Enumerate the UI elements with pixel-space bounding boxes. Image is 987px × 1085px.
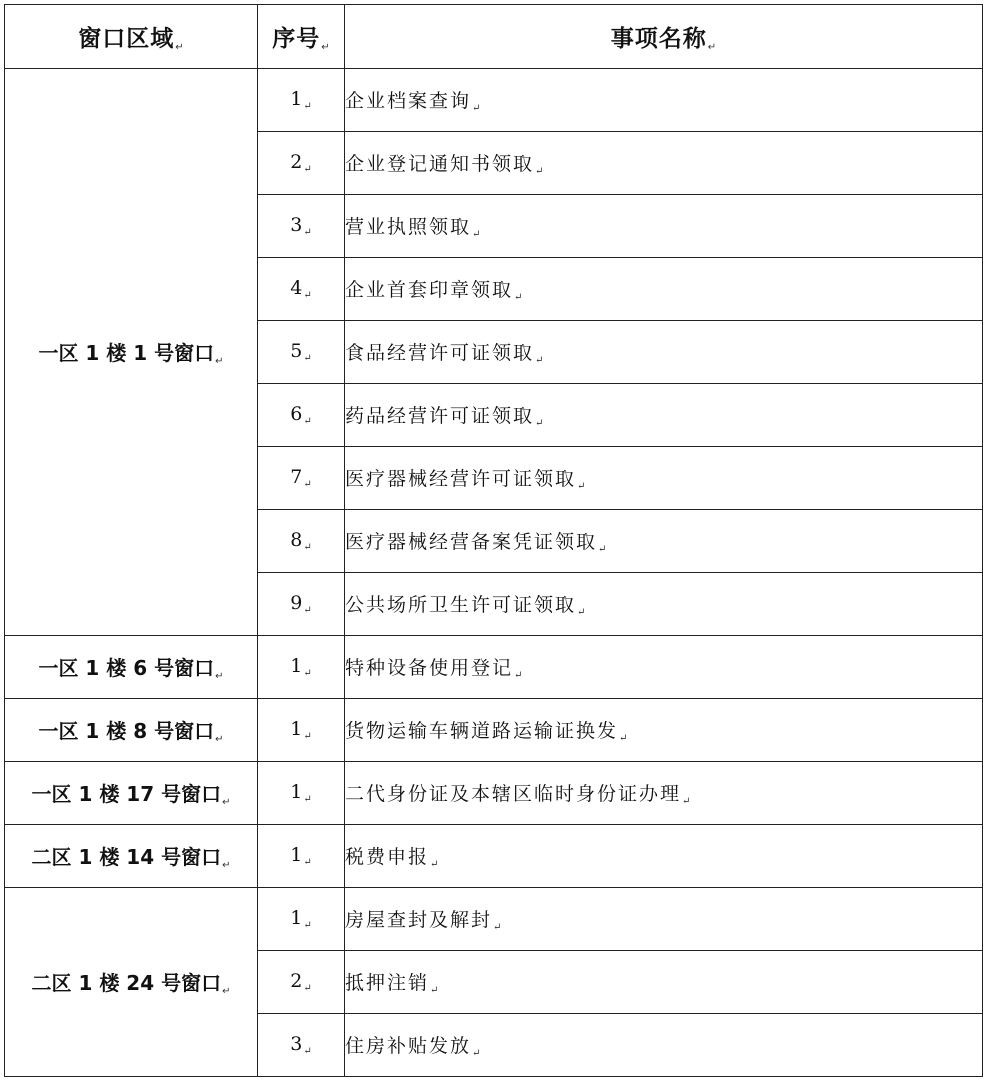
- table-row: [5, 69, 983, 132]
- item-name-cell: 医疗器械经营备案凭证领取$_↵$: [345, 510, 983, 573]
- seq-cell: $1_↵$: [258, 699, 345, 762]
- item-name-cell: 税费申报$_↵$: [345, 825, 983, 888]
- window-area-cell: 一区 1 楼 6 号窗口$_↵$: [5, 636, 258, 699]
- window-area-cell: 二区 1 楼 14 号窗口$_↵$: [5, 825, 258, 888]
- seq-cell: $7_↵$: [258, 447, 345, 510]
- item-name-cell: 营业执照领取$_↵$: [345, 195, 983, 258]
- header-area: 窗口区域↵: [5, 5, 258, 69]
- item-name-cell: 房屋查封及解封$_↵$: [345, 888, 983, 951]
- seq-cell: $4_↵$: [258, 258, 345, 321]
- table-row: [5, 825, 983, 888]
- seq-cell: $6_↵$: [258, 384, 345, 447]
- seq-cell: $5_↵$: [258, 321, 345, 384]
- seq-cell: $1_↵$: [258, 636, 345, 699]
- item-name-cell: 二代身份证及本辖区临时身份证办理$_↵$: [345, 762, 983, 825]
- table-row: [5, 699, 983, 762]
- seq-cell: $1_↵$: [258, 69, 345, 132]
- item-name-cell: 企业登记通知书领取$_↵$: [345, 132, 983, 195]
- item-name-cell: 药品经营许可证领取$_↵$: [345, 384, 983, 447]
- item-name-cell: 公共场所卫生许可证领取$_↵$: [345, 573, 983, 636]
- header-name: 事项名称↵: [345, 5, 983, 69]
- window-area-cell: 一区 1 楼 1 号窗口$_↵$: [5, 69, 258, 636]
- seq-cell: $3_↵$: [258, 1014, 345, 1077]
- item-name-cell: 住房补贴发放$_↵$: [345, 1014, 983, 1077]
- seq-cell: $2_↵$: [258, 951, 345, 1014]
- seq-cell: $8_↵$: [258, 510, 345, 573]
- seq-cell: $2_↵$: [258, 132, 345, 195]
- window-area-cell: 二区 1 楼 24 号窗口$_↵$: [5, 888, 258, 1077]
- seq-cell: $1_↵$: [258, 762, 345, 825]
- header-row: [5, 5, 983, 69]
- seq-cell: $1_↵$: [258, 825, 345, 888]
- item-name-cell: 抵押注销$_↵$: [345, 951, 983, 1014]
- item-name-cell: 医疗器械经营许可证领取$_↵$: [345, 447, 983, 510]
- item-name-cell: 企业首套印章领取$_↵$: [345, 258, 983, 321]
- item-name-cell: 货物运输车辆道路运输证换发$_↵$: [345, 699, 983, 762]
- table-row: [5, 888, 983, 951]
- table-row: [5, 762, 983, 825]
- seq-cell: $3_↵$: [258, 195, 345, 258]
- item-name-cell: 企业档案查询$_↵$: [345, 69, 983, 132]
- window-area-cell: 一区 1 楼 8 号窗口$_↵$: [5, 699, 258, 762]
- window-area-cell: 一区 1 楼 17 号窗口$_↵$: [5, 762, 258, 825]
- window-service-table: [4, 4, 983, 1077]
- seq-cell: $1_↵$: [258, 888, 345, 951]
- item-name-cell: 特种设备使用登记$_↵$: [345, 636, 983, 699]
- item-name-cell: 食品经营许可证领取$_↵$: [345, 321, 983, 384]
- table-row: [5, 636, 983, 699]
- seq-cell: $9_↵$: [258, 573, 345, 636]
- header-seq: 序号↵: [258, 5, 345, 69]
